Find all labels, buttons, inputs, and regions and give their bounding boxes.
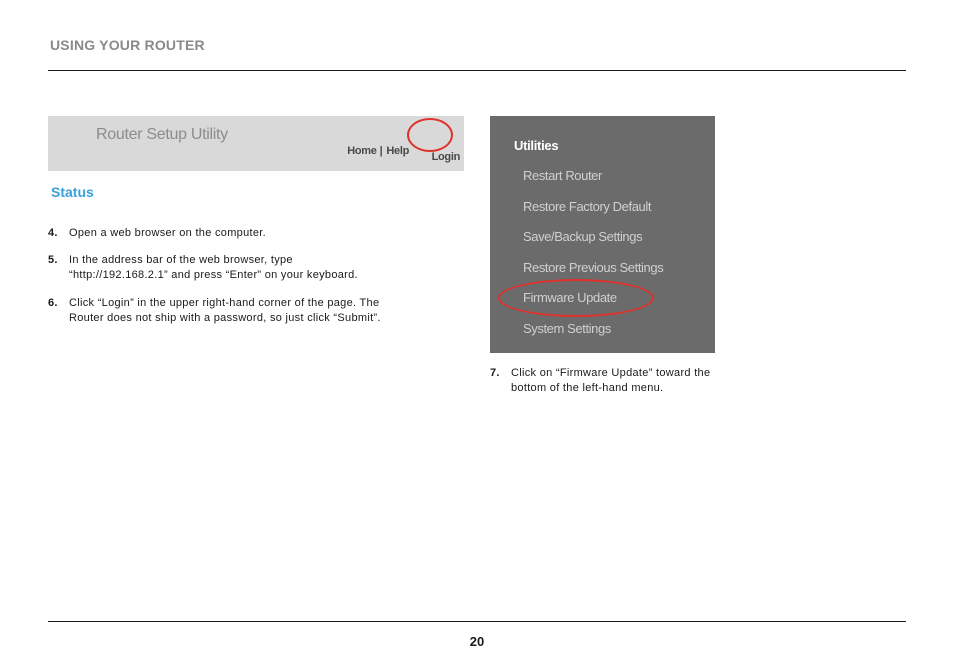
menu-item-restart-router[interactable]: Restart Router	[523, 168, 602, 183]
bottom-divider	[48, 621, 906, 622]
router-nav	[347, 127, 460, 175]
step-line: Click on “Firmware Update” toward the	[511, 367, 711, 379]
step-number: 4.	[48, 227, 58, 239]
nav-separator: |	[379, 145, 383, 157]
menu-item-firmware-update[interactable]: Firmware Update	[523, 290, 617, 305]
step-line: “http://192.168.2.1” and press “Enter” on your keyboard.	[69, 269, 358, 281]
nav-login-link[interactable]: Login	[431, 151, 460, 163]
step-number: 5.	[48, 254, 58, 266]
page-number: 20	[469, 634, 485, 649]
step-line: Open a web browser on the computer.	[69, 227, 266, 239]
router-header-screenshot	[48, 116, 464, 171]
menu-item-save-backup-settings[interactable]: Save/Backup Settings	[523, 229, 643, 244]
utilities-heading: Utilities	[514, 138, 559, 153]
utilities-menu-screenshot	[490, 116, 715, 353]
top-divider	[48, 70, 906, 71]
step-text	[511, 366, 710, 396]
nav-login-wrap	[415, 127, 460, 175]
section-title: USING YOUR ROUTER	[50, 37, 205, 53]
step-line: bottom of the left-hand menu.	[511, 382, 664, 394]
nav-help-link[interactable]: Help	[386, 145, 410, 157]
step-line: Router does not ship with a password, so just click “Submit”.	[69, 312, 381, 324]
login-highlight-circle	[407, 118, 453, 152]
step-line: Click “Login” in the upper right-hand corner of the page. The	[69, 297, 380, 309]
nav-home-link[interactable]: Home	[347, 145, 377, 157]
step-line: In the address bar of the web browser, type	[69, 254, 293, 266]
step-text	[69, 253, 358, 283]
menu-item-restore-previous-settings[interactable]: Restore Previous Settings	[523, 260, 664, 275]
menu-item-system-settings[interactable]: System Settings	[523, 321, 611, 336]
step-text	[69, 226, 266, 241]
status-label: Status	[51, 184, 94, 200]
router-app-title: Router Setup Utility	[96, 126, 228, 143]
step-number: 6.	[48, 297, 58, 309]
menu-item-restore-factory-default[interactable]: Restore Factory Default	[523, 199, 652, 214]
step-text	[69, 296, 381, 326]
step-number: 7.	[490, 367, 500, 379]
